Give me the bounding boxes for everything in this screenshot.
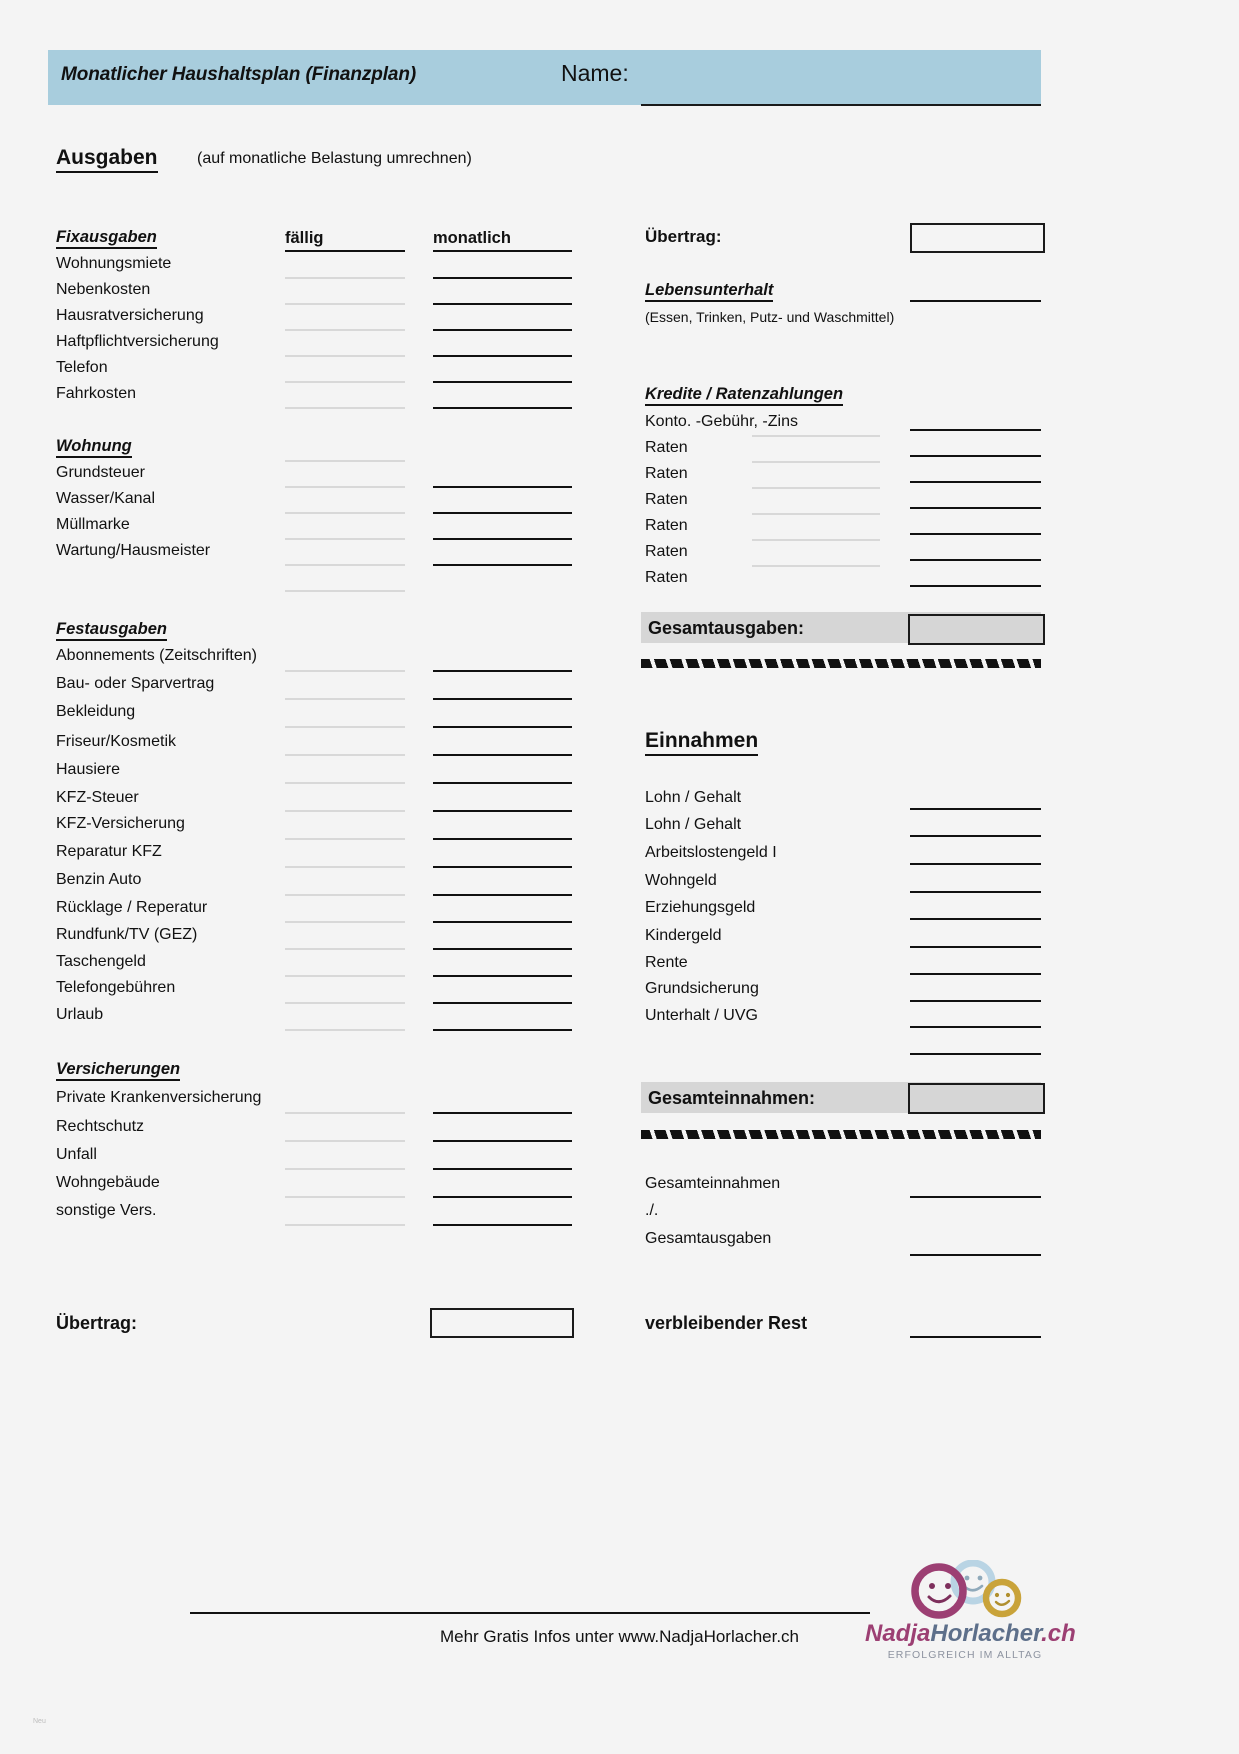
monatlich-input-line[interactable] [433,381,572,383]
footer-divider [190,1612,870,1614]
faellig-input-line[interactable] [285,810,405,812]
faellig-input-line[interactable] [285,670,405,672]
expense-label: Fahrkosten [56,385,137,402]
faellig-input-line[interactable] [285,975,405,977]
ausgaben-subtitle: (auf monatliche Belastung umrechnen) [197,150,472,167]
income-label: Lohn / Gehalt [645,816,742,833]
faellig-input-line[interactable] [285,1196,405,1198]
monatlich-input-line[interactable] [433,1196,572,1198]
kredit-detail-line[interactable] [752,487,880,489]
section-separator-expenses [641,659,1041,668]
monatlich-input-line[interactable] [433,486,572,488]
monatlich-input-line[interactable] [433,1112,572,1114]
kredit-label: Konto. -Gebühr, -Zins [645,413,798,430]
balance-line-2: ./. [645,1202,659,1219]
uebertrag-top-box[interactable] [910,223,1045,253]
monatlich-input-line[interactable] [433,1140,572,1142]
faellig-input-line[interactable] [285,512,405,514]
logo-wordmark [865,1620,1076,1648]
income-amount-line[interactable] [910,863,1041,865]
lebensunterhalt-note: (Essen, Trinken, Putz- und Waschmittel) [645,309,895,325]
expense-label: Wohngebäude [56,1174,160,1191]
expense-label: Hausratversicherung [56,307,204,324]
balance-input-line-top[interactable] [910,1196,1041,1198]
faellig-input-line[interactable] [285,277,405,279]
monatlich-input-line[interactable] [433,512,572,514]
monatlich-input-line[interactable] [433,698,572,700]
gesamtausgaben-label: Gesamtausgaben: [648,618,805,638]
monatlich-input-line[interactable] [433,407,572,409]
monatlich-input-line[interactable] [433,948,572,950]
monatlich-input-line[interactable] [433,1029,572,1031]
corner-mark: Neu [33,1718,46,1725]
income-label: Lohn / Gehalt [645,789,742,806]
expense-label: Taschengeld [56,953,146,970]
monatlich-input-line[interactable] [433,538,572,540]
income-amount-line[interactable] [910,1000,1041,1002]
monatlich-input-line[interactable] [433,355,572,357]
faellig-input-line[interactable] [285,866,405,868]
faellig-input-line[interactable] [285,1112,405,1114]
income-label: Kindergeld [645,927,722,944]
income-amount-line[interactable] [910,1026,1041,1028]
expense-label: Wohnungsmiete [56,255,172,272]
brand-logo [865,1560,1076,1675]
expense-label: Abonnements (Zeitschriften) [56,647,257,664]
faellig-input-line[interactable] [285,590,405,592]
expense-label: Rücklage / Reperatur [56,899,208,916]
kredit-label: Raten [645,569,688,586]
expense-label: Friseur/Kosmetik [56,733,177,750]
logo-tld: .ch [1041,1620,1076,1647]
kredit-label: Raten [645,439,688,456]
kredit-amount-line[interactable] [910,559,1041,561]
monatlich-input-line[interactable] [433,329,572,331]
expense-label: Telefongebühren [56,979,176,996]
kredit-detail-line[interactable] [752,539,880,541]
section-heading-lebensunterhalt: Lebensunterhalt [645,281,773,302]
header-banner [48,50,1041,105]
section-heading-versicherungen: Versicherungen [56,1060,180,1081]
logo-tagline: ERFOLGREICH IM ALLTAG [887,1649,1043,1661]
expense-label: Reparatur KFZ [56,843,162,860]
monatlich-input-line[interactable] [433,1224,572,1226]
expense-label: sonstige Vers. [56,1202,157,1219]
faellig-input-line[interactable] [285,894,405,896]
faellig-input-line[interactable] [285,1002,405,1004]
faellig-input-line[interactable] [285,726,405,728]
monatlich-input-line[interactable] [433,1002,572,1004]
kredit-amount-line[interactable] [910,429,1041,431]
income-label: Grundsicherung [645,980,759,997]
verbleibender-rest-label: verbleibender Rest [645,1313,808,1333]
kredit-detail-line[interactable] [752,435,880,437]
faellig-input-line[interactable] [285,460,405,462]
section-heading-wohnung: Wohnung [56,437,132,458]
monatlich-input-line[interactable] [433,975,572,977]
kredit-detail-line[interactable] [752,461,880,463]
income-amount-line[interactable] [910,918,1041,920]
faellig-input-line[interactable] [285,1224,405,1226]
logo-name-first: Nadja [865,1620,931,1647]
uebertrag-bottom-box[interactable] [430,1308,574,1338]
section-heading-festausgaben: Festausgaben [56,620,167,641]
monatlich-input-line[interactable] [433,810,572,812]
faellig-input-line[interactable] [285,564,405,566]
income-amount-line[interactable] [910,835,1041,837]
gesamtausgaben-box[interactable] [908,614,1045,645]
kredit-label: Raten [645,543,688,560]
faellig-input-line[interactable] [285,782,405,784]
expense-label: Private Krankenversicherung [56,1089,262,1106]
monatlich-input-line[interactable] [433,754,572,756]
faellig-input-line[interactable] [285,948,405,950]
smiley-faces-icon [901,1560,1031,1622]
income-amount-line[interactable] [910,946,1041,948]
faellig-input-line[interactable] [285,1140,405,1142]
income-label: Rente [645,954,688,971]
expense-label: Haftpflichtversicherung [56,333,219,350]
section-heading-fixausgaben: Fixausgaben [56,228,157,249]
income-label: Wohngeld [645,872,717,889]
faellig-input-line[interactable] [285,381,405,383]
monatlich-input-line[interactable] [433,866,572,868]
faellig-input-line[interactable] [285,486,405,488]
lebensunterhalt-input-line[interactable] [910,300,1041,302]
faellig-input-line[interactable] [285,921,405,923]
gesamteinnahmen-label: Gesamteinnahmen: [648,1088,816,1108]
column-header-faellig: fällig [285,229,324,247]
faellig-input-line[interactable] [285,407,405,409]
verbleibender-rest-line[interactable] [910,1336,1041,1338]
einnahmen-heading: Einnahmen [645,729,758,756]
monatlich-input-line[interactable] [433,277,572,279]
kredit-amount-line[interactable] [910,507,1041,509]
section-separator-income [641,1130,1041,1139]
faellig-input-line[interactable] [285,698,405,700]
balance-line-1: Gesamteinnahmen [645,1175,781,1192]
expense-label: Nebenkosten [56,281,151,298]
monatlich-input-line[interactable] [433,564,572,566]
kredit-label: Raten [645,517,688,534]
balance-input-line-bottom[interactable] [910,1254,1041,1256]
footer-text: Mehr Gratis Infos unter www.NadjaHorlacher.ch [439,1627,800,1646]
ausgaben-heading: Ausgaben [56,146,158,173]
expense-label: Rundfunk/TV (GEZ) [56,926,198,943]
faellig-input-line[interactable] [285,355,405,357]
faellig-input-line[interactable] [285,303,405,305]
name-label: Name: [561,60,629,86]
income-amount-line[interactable] [910,1053,1041,1055]
section-heading-kredite: Kredite / Ratenzahlungen [645,385,843,406]
expense-label: Bau- oder Sparvertrag [56,675,215,692]
expense-label: Wartung/Hausmeister [56,542,211,559]
expense-label: Telefon [56,359,108,376]
monatlich-input-line[interactable] [433,894,572,896]
income-amount-line[interactable] [910,891,1041,893]
logo-name-last: Horlacher [930,1620,1042,1647]
income-label: Unterhalt / UVG [645,1007,758,1024]
uebertrag-top-label: Übertrag: [645,227,722,246]
income-amount-line[interactable] [910,973,1041,975]
monatlich-input-line[interactable] [433,921,572,923]
column-header-monatlich: monatlich [433,229,511,247]
expense-label: Grundsteuer [56,464,145,481]
monatlich-input-line[interactable] [433,1168,572,1170]
faellig-input-line[interactable] [285,1029,405,1031]
column-header-monatlich-rule [433,250,572,252]
expense-label: Urlaub [56,1006,104,1023]
name-input-line[interactable] [641,104,1041,106]
expense-label: Hausiere [56,761,121,778]
faellig-input-line[interactable] [285,329,405,331]
balance-line-3: Gesamtausgaben [645,1230,772,1247]
expense-label: Bekleidung [56,703,136,720]
faellig-input-line[interactable] [285,838,405,840]
monatlich-input-line[interactable] [433,782,572,784]
expense-label: Wasser/Kanal [56,490,155,507]
expense-label: KFZ-Steuer [56,789,139,806]
income-label: Erziehungsgeld [645,899,756,916]
income-label: Arbeitslostengeld I [645,844,777,861]
monatlich-input-line[interactable] [433,838,572,840]
kredit-amount-line[interactable] [910,585,1041,587]
kredit-label: Raten [645,491,688,508]
monatlich-input-line[interactable] [433,726,572,728]
monatlich-input-line[interactable] [433,670,572,672]
kredit-label: Raten [645,465,688,482]
kredit-amount-line[interactable] [910,481,1041,483]
expense-label: KFZ-Versicherung [56,815,185,832]
expense-label: Unfall [56,1146,97,1163]
kredit-amount-line[interactable] [910,455,1041,457]
faellig-input-line[interactable] [285,1168,405,1170]
expense-label: Müllmarke [56,516,130,533]
kredit-detail-line[interactable] [752,513,880,515]
column-header-faellig-rule [285,250,405,252]
gesamteinnahmen-box[interactable] [908,1083,1045,1114]
faellig-input-line[interactable] [285,538,405,540]
income-amount-line[interactable] [910,808,1041,810]
page-title: Monatlicher Haushaltsplan (Finanzplan) [61,64,417,85]
kredit-amount-line[interactable] [910,533,1041,535]
faellig-input-line[interactable] [285,754,405,756]
uebertrag-bottom-label: Übertrag: [56,1313,138,1333]
expense-label: Rechtschutz [56,1118,145,1135]
monatlich-input-line[interactable] [433,303,572,305]
expense-label: Benzin Auto [56,871,142,888]
kredit-detail-line[interactable] [752,565,880,567]
